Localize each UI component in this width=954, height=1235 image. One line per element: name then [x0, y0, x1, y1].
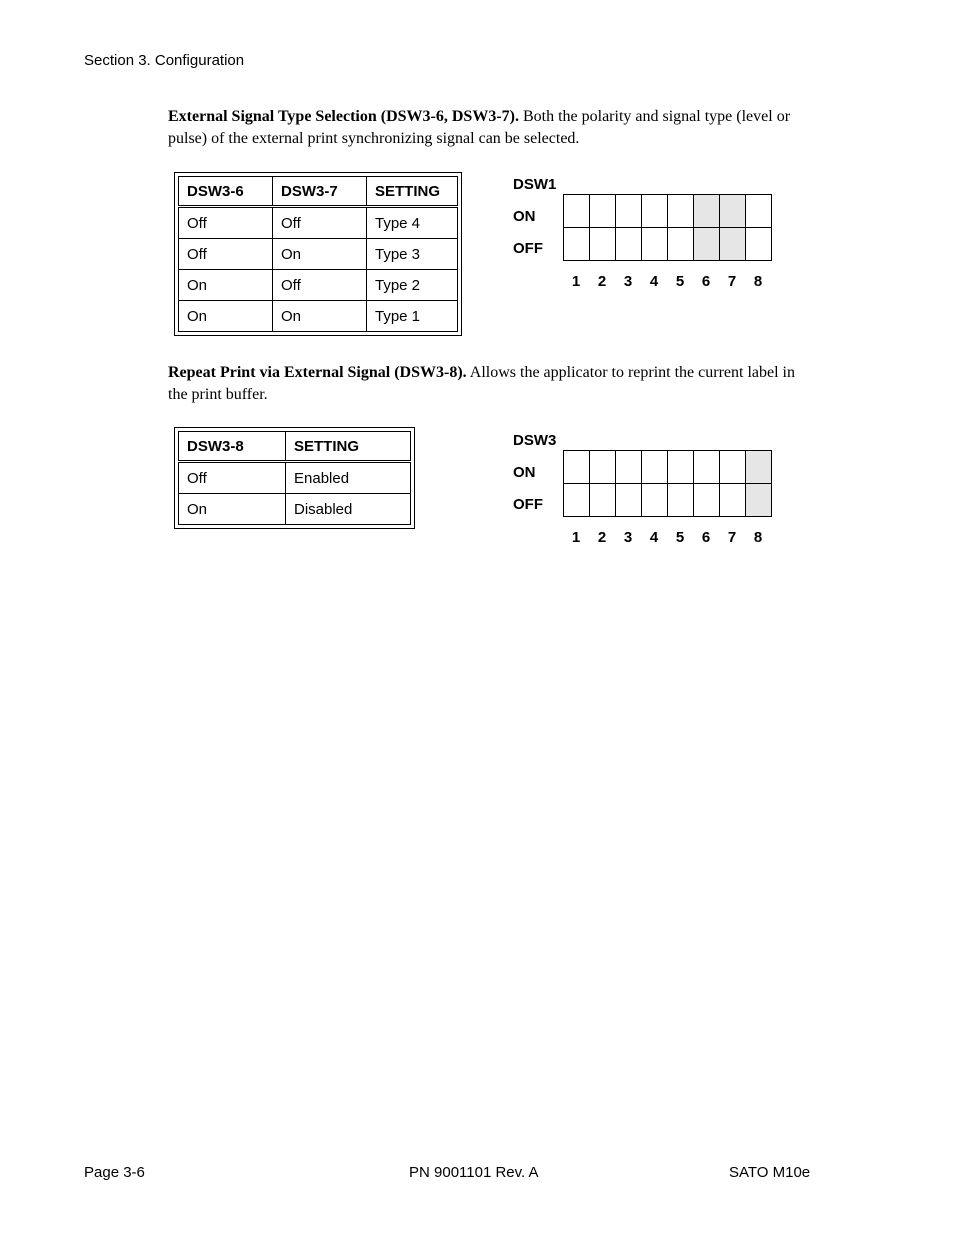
table-row: [179, 462, 411, 494]
switch-off-cell-1: [564, 228, 590, 261]
switch-on-cell-6: [694, 451, 720, 484]
table-cell: Type 3: [367, 239, 458, 270]
dip-switch-diagram-dsw3: [513, 432, 783, 552]
table-cell: Off: [179, 462, 286, 494]
table-cell: Enabled: [286, 462, 411, 494]
switch-on-cell-5: [668, 195, 694, 228]
switch-numbers: [563, 529, 771, 546]
switch-number: 8: [753, 273, 763, 290]
switch-on-cell-4: [642, 195, 668, 228]
switch-off-cell-2: [590, 228, 616, 261]
table-row: [179, 207, 458, 239]
table-cell: On: [273, 301, 367, 332]
paragraph-body: Both the polarity and signal type (level or pulse) of the external print synchronizing signal can be selected.: [168, 108, 791, 147]
switch-number: 6: [701, 273, 711, 290]
switch-numbers: [563, 273, 771, 290]
table-cell: On: [179, 270, 273, 301]
table-header-row: [179, 432, 411, 462]
switch-number: 4: [649, 529, 659, 546]
dip-switch-title: DSW1: [513, 176, 557, 193]
off-label: OFF: [513, 496, 543, 513]
table-row: [179, 239, 458, 270]
switch-off-cell-6: [694, 484, 720, 517]
switch-number: 6: [701, 529, 711, 546]
switch-number: 5: [675, 529, 685, 546]
on-label: ON: [513, 208, 536, 225]
section-header: Section 3. Configuration: [84, 52, 245, 69]
table-cell: Type 2: [367, 270, 458, 301]
switch-on-cell-1: [564, 195, 590, 228]
switch-off-cell-3: [616, 228, 642, 261]
table-cell: Disabled: [286, 494, 411, 525]
column-header: DSW3-7: [273, 177, 367, 207]
switch-off-cell-8: [746, 484, 772, 517]
column-header: SETTING: [286, 432, 411, 462]
switch-off-cell-2: [590, 484, 616, 517]
switch-number: 7: [727, 273, 737, 290]
on-label: ON: [513, 464, 536, 481]
paragraph-heading: External Signal Type Selection (DSW3-6, DSW3-7).: [168, 108, 519, 125]
table-row: [179, 494, 411, 525]
column-header: DSW3-6: [179, 177, 273, 207]
switch-on-cell-4: [642, 451, 668, 484]
dip-switch-title: DSW3: [513, 432, 557, 449]
switch-number: 5: [675, 273, 685, 290]
column-header: DSW3-8: [179, 432, 286, 462]
switch-on-cell-2: [590, 451, 616, 484]
dip-switch-grid: [563, 450, 772, 517]
table-cell: On: [273, 239, 367, 270]
paragraph-body: Allows the applicator to reprint the current label in the print buffer.: [168, 364, 795, 403]
switch-number: 2: [597, 273, 607, 290]
switch-on-cell-1: [564, 451, 590, 484]
table-cell: Off: [179, 207, 273, 239]
switch-on-cell-8: [746, 451, 772, 484]
switch-number: 3: [623, 273, 633, 290]
paragraph-heading: Repeat Print via External Signal (DSW3-8).: [168, 364, 467, 381]
table-row: [179, 270, 458, 301]
footer-part-number: PN 9001101 Rev. A: [409, 1164, 539, 1181]
switch-on-cell-6: [694, 195, 720, 228]
footer-page-number: Page 3-6: [84, 1164, 145, 1181]
table-cell: Off: [273, 270, 367, 301]
off-label: OFF: [513, 240, 543, 257]
footer-product-name: SATO M10e: [729, 1164, 811, 1181]
switch-number: 1: [571, 529, 581, 546]
switch-on-cell-8: [746, 195, 772, 228]
table-cell: On: [179, 494, 286, 525]
switch-off-cell-8: [746, 228, 772, 261]
column-header: SETTING: [367, 177, 458, 207]
paragraph-repeat-print: [168, 362, 818, 406]
switch-off-cell-7: [720, 484, 746, 517]
switch-number: 3: [623, 529, 633, 546]
paragraph-external-signal-type: [168, 106, 818, 150]
table-cell: Off: [179, 239, 273, 270]
switch-on-cell-7: [720, 451, 746, 484]
repeat-print-table-frame: [174, 427, 415, 529]
signal-type-table-frame: [174, 172, 462, 336]
switch-number: 7: [727, 529, 737, 546]
switch-number: 8: [753, 529, 763, 546]
repeat-print-table: [178, 431, 411, 525]
switch-number: 2: [597, 529, 607, 546]
switch-off-cell-1: [564, 484, 590, 517]
signal-type-table: [178, 176, 458, 332]
table-header-row: [179, 177, 458, 207]
switch-off-cell-7: [720, 228, 746, 261]
switch-on-cell-5: [668, 451, 694, 484]
switch-off-cell-5: [668, 484, 694, 517]
table-cell: Off: [273, 207, 367, 239]
table-row: [179, 301, 458, 332]
switch-off-cell-3: [616, 484, 642, 517]
dip-switch-grid: [563, 194, 772, 261]
table-cell: Type 4: [367, 207, 458, 239]
switch-on-cell-3: [616, 195, 642, 228]
dip-switch-diagram-dsw1: [513, 176, 783, 296]
switch-number: 1: [571, 273, 581, 290]
switch-off-cell-6: [694, 228, 720, 261]
switch-on-cell-2: [590, 195, 616, 228]
switch-off-cell-4: [642, 228, 668, 261]
switch-on-cell-3: [616, 451, 642, 484]
table-cell: Type 1: [367, 301, 458, 332]
switch-on-cell-7: [720, 195, 746, 228]
switch-number: 4: [649, 273, 659, 290]
switch-off-cell-5: [668, 228, 694, 261]
table-cell: On: [179, 301, 273, 332]
switch-off-cell-4: [642, 484, 668, 517]
